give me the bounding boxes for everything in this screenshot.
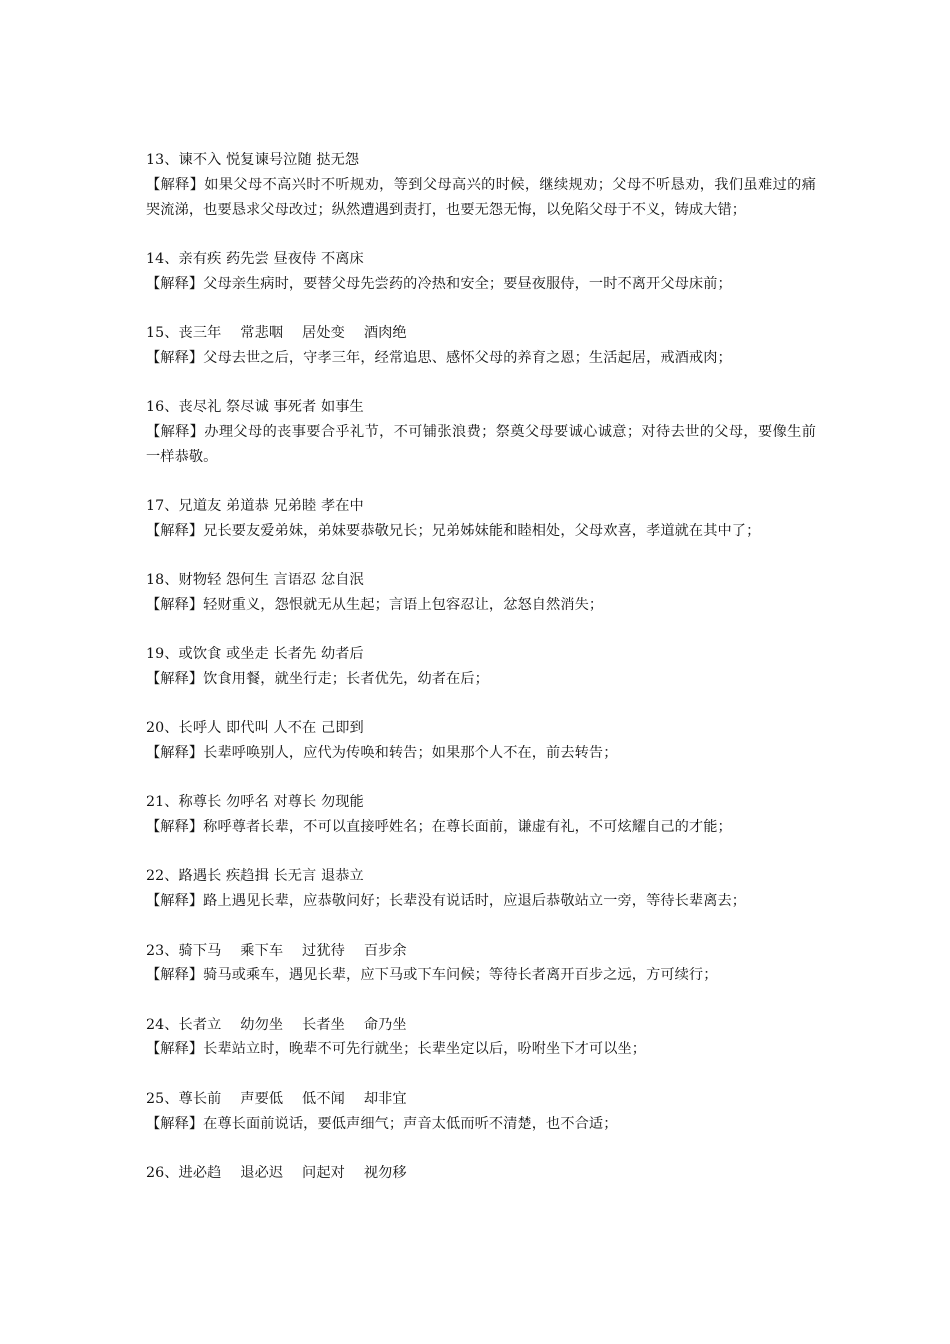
explanation-text: 【解释】路上遇见长辈，应恭敬问好；长辈没有说话时，应退后恭敬站立一旁，等待长辈离去；	[146, 893, 747, 910]
entry-24	[146, 1013, 816, 1063]
entry-16	[146, 395, 816, 469]
verse-line: 22、路遇长 疾趋揖 长无言 退恭立	[146, 868, 364, 885]
entry-23	[146, 939, 816, 989]
entry-21	[146, 790, 816, 840]
verse-line: 26、进必趋 退必迟 问起对 视勿移	[146, 1164, 407, 1181]
explanation-text: 【解释】长辈站立时，晚辈不可先行就坐；长辈坐定以后，吩咐坐下才可以坐；	[146, 1041, 647, 1058]
explanation-text: 【解释】办理父母的丧事要合乎礼节，不可铺张浪费；祭奠父母要诚心诚意；对待去世的父母，要像生前一样恭敬。	[146, 423, 816, 465]
explanation-text: 【解释】兄长要友爱弟妹，弟妹要恭敬兄长；兄弟姊妹能和睦相处，父母欢喜，孝道就在其中了；	[146, 522, 761, 539]
verse-line: 21、称尊长 勿呼名 对尊长 勿现能	[146, 794, 364, 811]
verse-line: 18、财物轻 怨何生 言语忍 忿自泯	[146, 572, 364, 589]
entry-14	[146, 247, 816, 297]
verse-line: 23、骑下马 乘下车 过犹待 百步余	[146, 942, 407, 959]
verse-line: 24、长者立 幼勿坐 长者坐 命乃坐	[146, 1016, 407, 1033]
entry-18	[146, 568, 816, 618]
verse-line: 25、尊长前 声要低 低不闻 却非宜	[146, 1090, 407, 1107]
verse-line: 20、长呼人 即代叫 人不在 己即到	[146, 720, 364, 737]
explanation-text: 【解释】父母亲生病时，要替父母先尝药的冷热和安全；要昼夜服侍，一时不离开父母床前；	[146, 275, 732, 292]
entry-20	[146, 716, 816, 766]
verse-line: 16、丧尽礼 祭尽诚 事死者 如事生	[146, 399, 364, 416]
entry-25	[146, 1087, 816, 1137]
explanation-text: 【解释】骑马或乘车，遇见长辈，应下马或下车问候；等待长者离开百步之远，方可续行；	[146, 967, 718, 984]
verse-line: 14、亲有疾 药先尝 昼夜侍 不离床	[146, 250, 364, 267]
entry-22	[146, 864, 816, 914]
document-body	[146, 148, 816, 1210]
explanation-text: 【解释】轻财重义，怨恨就无从生起；言语上包容忍让，忿怒自然消失；	[146, 596, 604, 613]
entry-26	[146, 1161, 816, 1186]
entry-15	[146, 321, 816, 371]
explanation-text: 【解释】父母去世之后，守孝三年，经常追思、感怀父母的养育之恩；生活起居，戒酒戒肉；	[146, 349, 732, 366]
verse-line: 13、谏不入 悦复谏号泣随 挞无怨	[146, 152, 360, 168]
explanation-text: 【解释】称呼尊者长辈，不可以直接呼姓名；在尊长面前，谦虚有礼，不可炫耀自己的才能；	[146, 819, 732, 836]
verse-line: 19、或饮食 或坐走 长者先 幼者后	[146, 646, 364, 663]
entry-19	[146, 642, 816, 692]
verse-line: 17、兄道友 弟道恭 兄弟睦 孝在中	[146, 497, 364, 514]
verse-line: 15、丧三年 常悲咽 居处变 酒肉绝	[146, 324, 407, 341]
explanation-text: 【解释】在尊长面前说话，要低声细气；声音太低而听不清楚，也不合适；	[146, 1115, 618, 1132]
explanation-text: 【解释】长辈呼唤别人，应代为传唤和转告；如果那个人不在，前去转告；	[146, 745, 618, 762]
entry-13	[146, 148, 816, 222]
explanation-text: 【解释】饮食用餐，就坐行走；长者优先，幼者在后；	[146, 670, 489, 687]
explanation-text: 【解释】如果父母不高兴时不听规劝，等到父母高兴的时候，继续规劝；父母不听恳劝，我们虽难过的痛哭流涕，也要恳求父母改过；纵然遭遇到责打，也要无怨无悔，以免陷父母于不义，铸成大错；	[146, 176, 816, 218]
entry-17	[146, 494, 816, 544]
